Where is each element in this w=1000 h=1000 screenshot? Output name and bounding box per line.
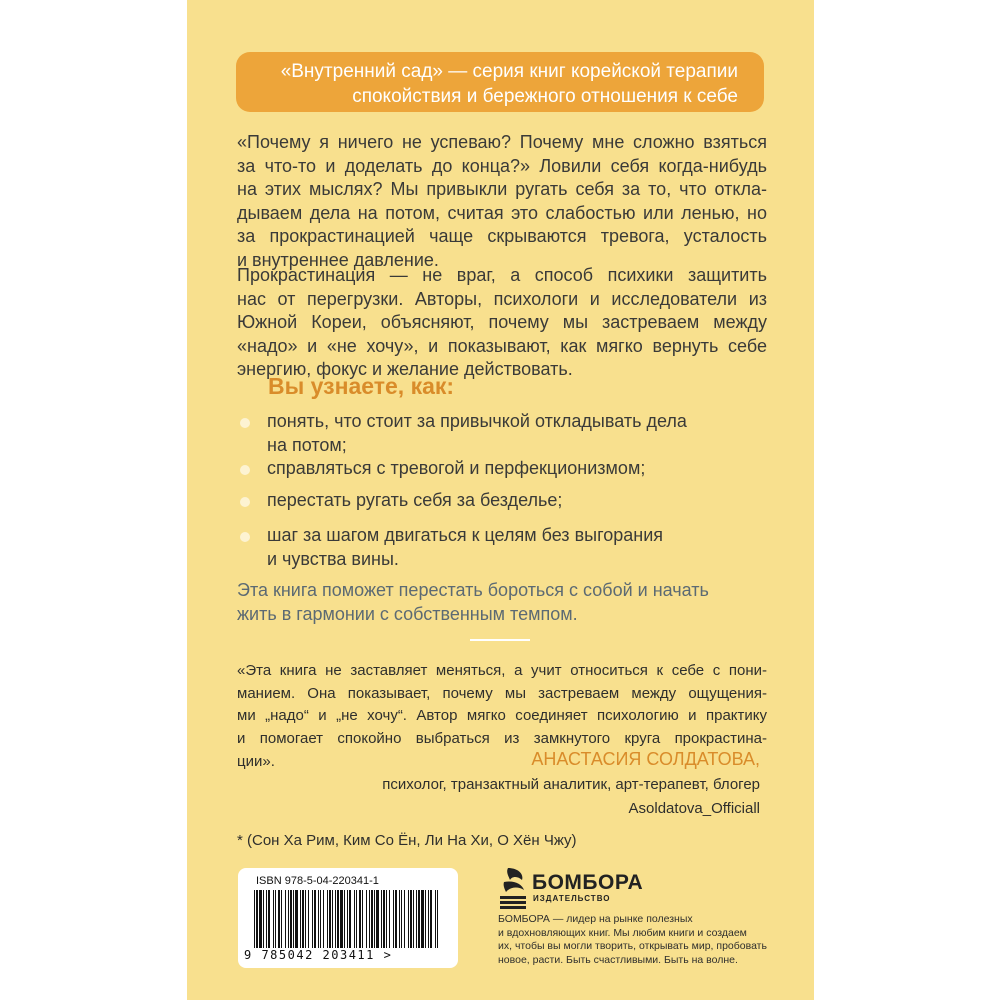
body-paragraph bbox=[237, 264, 767, 382]
barcode-bar bbox=[327, 890, 328, 948]
author-handle: Asoldatova_Officiall bbox=[628, 800, 760, 817]
barcode-bar bbox=[337, 890, 339, 948]
learn-item bbox=[267, 410, 687, 457]
barcode-bar bbox=[399, 890, 400, 948]
barcode-bar bbox=[425, 890, 426, 948]
barcode-bar bbox=[389, 890, 390, 948]
text-line: энергию, фокус и желание действовать. bbox=[237, 359, 573, 380]
bullet-dot bbox=[240, 532, 250, 542]
barcode-bar bbox=[259, 890, 262, 948]
barcode-bar bbox=[362, 890, 363, 948]
barcode-bar bbox=[329, 890, 331, 948]
barcode-bar bbox=[293, 890, 294, 948]
barcode-bar bbox=[418, 890, 420, 948]
barcode-bar bbox=[312, 890, 313, 948]
learn-item bbox=[267, 457, 645, 481]
barcode-bar bbox=[395, 890, 397, 948]
barcode-bar bbox=[254, 890, 255, 948]
learn-item-line: на потом; bbox=[267, 434, 347, 455]
publisher-line: БОМБОРА — лидер на рынке полезных bbox=[498, 913, 693, 925]
bullet-dot bbox=[240, 465, 250, 475]
publisher-line: их, чтобы вы могли творить, открывать мир, пробовать bbox=[498, 940, 767, 952]
barcode-bar bbox=[295, 890, 298, 948]
intro-paragraph bbox=[237, 131, 767, 273]
barcode-bar bbox=[371, 890, 373, 948]
series-banner-line: «Внутренний сад» — серия книг корейской терапии bbox=[280, 61, 738, 82]
barcode-bar bbox=[302, 890, 304, 948]
text-line: Южной Кореи, объясняют, почему мы застреваем между bbox=[237, 312, 767, 333]
series-banner-line: спокойствия и бережного отношения к себе bbox=[352, 86, 738, 107]
barcode-bar bbox=[437, 890, 438, 948]
bullet-dot bbox=[240, 418, 250, 428]
quote-line: и помогает спокойно выбраться из замкнутого круга прокрастина- bbox=[237, 730, 767, 748]
barcode-bar bbox=[273, 890, 274, 948]
series-banner bbox=[236, 52, 764, 112]
barcode-bar bbox=[323, 890, 324, 948]
barcode-bar bbox=[347, 890, 348, 948]
barcode-bar bbox=[288, 890, 289, 948]
authors-footnote: * (Сон Ха Рим, Ким Со Ён, Ли На Хи, О Хён Чжу) bbox=[237, 832, 577, 849]
barcode-bar bbox=[332, 890, 333, 948]
barcode-bar bbox=[430, 890, 432, 948]
barcode-bar bbox=[404, 890, 405, 948]
quote-line: ции». bbox=[237, 752, 275, 770]
barcode-bar bbox=[266, 890, 267, 948]
bombora-wave-logo-icon bbox=[498, 866, 528, 910]
publisher-line: и вдохновляющих книг. Мы любим книги и создаем bbox=[498, 926, 747, 939]
quote-line: «Эта книга не заставляет меняться, а учит относиться к себе с пони- bbox=[237, 662, 767, 679]
barcode-bar bbox=[308, 890, 309, 948]
closing-statement bbox=[237, 578, 767, 626]
publisher-logo-text: БОМБОРА bbox=[532, 871, 644, 894]
barcode-bar bbox=[366, 890, 367, 948]
barcode-bar bbox=[381, 890, 382, 948]
barcode-bar bbox=[344, 890, 345, 948]
barcode-digits: 9 785042 203411 > bbox=[244, 948, 393, 962]
barcode-bar bbox=[386, 890, 387, 948]
quote-line: ми „надо“ и „не хочу“. Автор мягко соединяет психологию и практику bbox=[237, 707, 767, 725]
closing-line: Эта книга поможет перестать бороться с собой и начать bbox=[237, 580, 709, 600]
text-line: и внутреннее давление. bbox=[237, 249, 439, 270]
barcode-bar bbox=[300, 890, 301, 948]
barcode-bar bbox=[278, 890, 280, 948]
barcode-bar bbox=[318, 890, 319, 948]
barcode-bar bbox=[393, 890, 394, 948]
barcode-bar bbox=[428, 890, 429, 948]
barcode-bar bbox=[263, 890, 264, 948]
text-line: «Почему я ничего не успеваю? Почему мне сложно взяться bbox=[237, 132, 767, 152]
barcode-bar bbox=[335, 890, 336, 948]
barcode-bar bbox=[369, 890, 370, 948]
isbn-label: ISBN 978-5-04-220341-1 bbox=[256, 875, 379, 887]
barcode-bar bbox=[408, 890, 409, 948]
learn-heading: Вы узнаете, как: bbox=[268, 373, 455, 399]
barcode-bar bbox=[349, 890, 351, 948]
barcode-bar bbox=[275, 890, 276, 948]
barcode-bar bbox=[314, 890, 316, 948]
publisher-line: новое, расти. Быть счастливыми. Быть на волне. bbox=[498, 953, 738, 966]
barcode-bar bbox=[410, 890, 412, 948]
barcode-bar bbox=[320, 890, 321, 948]
author-name: АНАСТАСИЯ СОЛДАТОВА, bbox=[531, 749, 760, 769]
barcode-bar bbox=[268, 890, 270, 948]
barcode-bar bbox=[285, 890, 286, 948]
learn-item-line: перестать ругать себя за безделье; bbox=[267, 490, 563, 510]
quote-attribution bbox=[382, 745, 760, 821]
text-line: нас от перегрузки. Авторы, психологи и исследователи из bbox=[237, 288, 767, 309]
learn-item-line: шаг за шагом двигаться к целям без выгорания bbox=[267, 525, 664, 545]
barcode-bar bbox=[376, 890, 379, 948]
barcode-bar bbox=[374, 890, 375, 948]
barcode-bar bbox=[413, 890, 414, 948]
barcode-bar bbox=[416, 890, 417, 948]
barcode-bar bbox=[356, 890, 357, 948]
text-line: «надо» и «не хочу», и показывают, как мягко вернуть себе bbox=[237, 335, 767, 356]
barcode-bar bbox=[401, 890, 402, 948]
barcode-bar bbox=[281, 890, 282, 948]
barcode-bar bbox=[305, 890, 306, 948]
isbn-block bbox=[238, 868, 458, 968]
barcode-bar bbox=[354, 890, 355, 948]
publisher-description bbox=[498, 913, 768, 967]
text-line: на этих мыслях? Мы привыкли ругать себя за то, что откла- bbox=[237, 179, 767, 200]
learn-item bbox=[267, 524, 663, 571]
quote-line: манием. Она показывает, почему мы застреваем между ощущения- bbox=[237, 684, 767, 702]
barcode-bar bbox=[340, 890, 343, 948]
barcode-bar bbox=[256, 890, 258, 948]
barcode-bar bbox=[290, 890, 292, 948]
barcode-bar bbox=[435, 890, 436, 948]
author-role: психолог, транзактный аналитик, арт-терапевт, блогер bbox=[382, 776, 760, 793]
barcode-bar bbox=[383, 890, 385, 948]
text-line: Прокрастинация — не враг, а способ психики защитить bbox=[237, 265, 767, 285]
text-line: за прокрастинацией чаще скрываются тревога, усталость bbox=[237, 226, 767, 247]
learn-item-line: справляться с тревогой и перфекционизмом; bbox=[267, 458, 646, 478]
learn-item bbox=[267, 489, 562, 513]
barcode-bar bbox=[359, 890, 361, 948]
barcode-bar bbox=[421, 890, 424, 948]
barcode bbox=[252, 890, 444, 948]
divider bbox=[470, 639, 530, 641]
learn-item-line: понять, что стоит за привычкой откладывать дела bbox=[267, 411, 687, 431]
text-line: за что-то и доделать до конца?» Ловили себя когда-нибудь bbox=[237, 155, 767, 176]
closing-line: жить в гармонии с собственным темпом. bbox=[237, 604, 578, 624]
learn-item-line: и чувства вины. bbox=[267, 548, 399, 569]
bullet-dot bbox=[240, 497, 250, 507]
text-line: дываем дела на потом, считая это слабостью или ленью, но bbox=[237, 202, 767, 223]
publisher-logo-subtitle: ИЗДАТЕЛЬСТВО bbox=[533, 894, 611, 903]
